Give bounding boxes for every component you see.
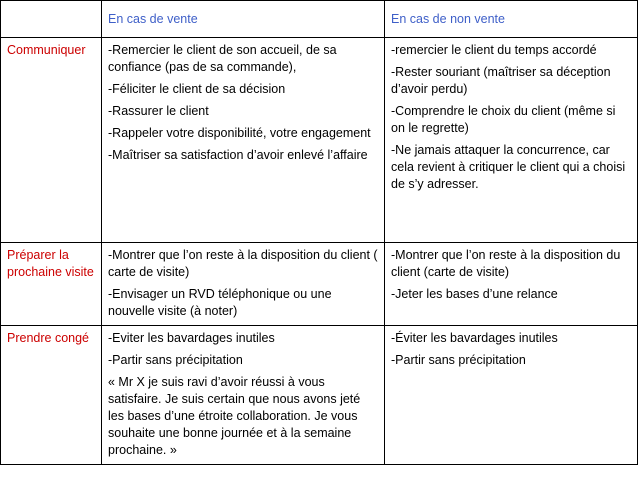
list-item: -Jeter les bases d’une relance: [391, 287, 558, 301]
list-item: -Féliciter le client de sa décision: [108, 82, 286, 96]
header-non-vente: En cas de non vente: [385, 1, 638, 38]
list-item: -Rester souriant (maîtriser sa déception d’avoir perdu): [391, 65, 611, 96]
row-label-prendre-conge: Prendre congé: [1, 326, 102, 465]
table-row-preparer: [1, 243, 638, 326]
list-item: -Montrer que l’on reste à la disposition du client ( carte de visite): [108, 248, 378, 279]
cell-preparer-vente: [102, 243, 385, 326]
list-item: -Éviter les bavardages inutiles: [391, 331, 558, 345]
list-item: -Partir sans précipitation: [108, 353, 243, 367]
list-item: -Ne jamais attaquer la concurrence, car cela revient à critiquer le client qui a choisi de s’y adresser.: [391, 143, 626, 191]
cell-communiquer-vente: [102, 38, 385, 243]
row-label-communiquer: Communiquer: [1, 38, 102, 243]
list-item: -Comprendre le choix du client (même si on le regrette): [391, 104, 616, 135]
list-item: -Remercier le client de son accueil, de sa confiance (pas de sa commande),: [108, 43, 337, 74]
list-item: -Maîtriser sa satisfaction d’avoir enlevé l’affaire: [108, 148, 368, 162]
cell-conge-vente: [102, 326, 385, 465]
list-item: -Envisager un RVD téléphonique ou une nouvelle visite (à noter): [108, 287, 332, 318]
header-empty-cell: [1, 1, 102, 38]
list-item: -Montrer que l’on reste à la disposition du client (carte de visite): [391, 248, 621, 279]
row-label-preparer: Préparer la prochaine visite: [1, 243, 102, 326]
cell-conge-non-vente: [385, 326, 638, 465]
cell-communiquer-non-vente: [385, 38, 638, 243]
list-item: -Partir sans précipitation: [391, 353, 526, 367]
header-row: [1, 1, 638, 38]
cell-preparer-non-vente: [385, 243, 638, 326]
list-item: -Rassurer le client: [108, 104, 209, 118]
list-item: -Rappeler votre disponibilité, votre engagement: [108, 126, 371, 140]
list-item: -remercier le client du temps accordé: [391, 43, 597, 57]
list-item: « Mr X je suis ravi d’avoir réussi à vous satisfaire. Je suis certain que nous avons jeté les bases d’une étroite collaboration. Je vous souhaite une bonne journée et à la semaine prochaine. »: [108, 375, 361, 457]
table-row-prendre-conge: [1, 326, 638, 465]
table-row-communiquer: [1, 38, 638, 243]
header-vente: En cas de vente: [102, 1, 385, 38]
list-item: -Eviter les bavardages inutiles: [108, 331, 275, 345]
